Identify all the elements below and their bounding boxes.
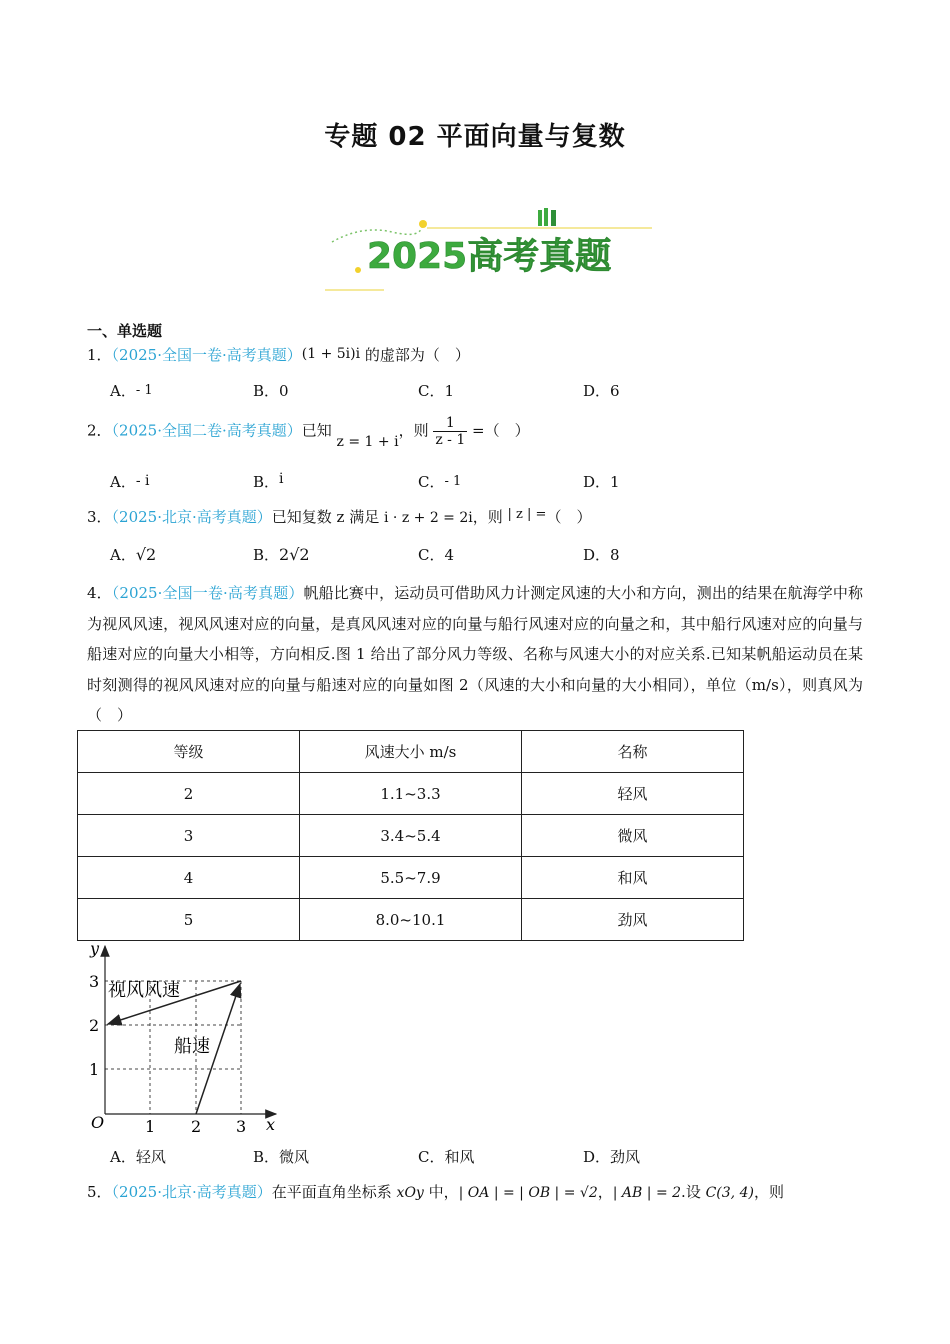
page-title: 专题 02 平面向量与复数 (324, 122, 626, 152)
q2-option-a: A．- i (110, 473, 150, 491)
q3-text-3: （ ） (546, 508, 592, 526)
q2-text-mid: ，则 (398, 421, 434, 440)
q1-option-c: C．1 (418, 382, 455, 400)
q2-fraction (433, 415, 467, 448)
book-icon (538, 210, 542, 226)
y-tick-3: 3 (89, 972, 100, 991)
question-3 (87, 506, 591, 527)
q3-abs: | z | = (507, 507, 547, 522)
table-header-cell: 风速大小 m/s (300, 731, 522, 773)
q1-option-a: A．- 1 (110, 382, 153, 400)
boat-speed-label: 船速 (174, 1036, 210, 1057)
axis-y-label: y (90, 939, 100, 958)
table-cell: 5 (78, 899, 300, 941)
question-1 (87, 344, 470, 365)
q5-point: C(3, 4) (705, 1185, 754, 1201)
q3-option-b: B．2√2 (253, 545, 310, 564)
q3-text-1: 已知复数 z 满足 (271, 508, 384, 526)
x-tick-2: 2 (191, 1117, 202, 1136)
x-tick-1: 1 (145, 1117, 156, 1136)
table-cell: 微风 (522, 815, 744, 857)
banner-dot-1 (419, 220, 427, 228)
q1-text: 的虚部为（ ） (360, 346, 470, 364)
table-cell: 3 (78, 815, 300, 857)
q1-option-d: D．6 (583, 382, 620, 400)
axis-x-label: x (266, 1115, 276, 1134)
table-row (78, 773, 744, 815)
q2-option-b: B．i (253, 471, 284, 491)
q3-option-a: A．√2 (110, 545, 157, 564)
section-heading: 一、单选题 (87, 322, 163, 340)
table-header-cell: 名称 (522, 731, 744, 773)
origin-label: O (91, 1113, 105, 1132)
q2-condition: z = 1 + i (336, 433, 399, 450)
q4-option-d: D．劲风 (583, 1148, 641, 1166)
question-5 (87, 1181, 784, 1202)
q3-text-2: ，则 (472, 508, 508, 526)
q2-number: 2． (87, 421, 112, 440)
q1-number: 1． (87, 346, 112, 364)
q3-option-d: D．8 (583, 546, 620, 564)
vector-figure (78, 938, 298, 1138)
q4-body: 帆船比赛中，运动员可借助风力计测定风速的大小和方向，测出的结果在航海学中称为视风风速，视风风速对应的向量，是真风风速对应的向量与船行风速对应的向量之和，其中船行风速对应的向量与船速对应的向量大小相等，方向相反.图 1 给出了部分风力等级、名称与风速大小的对应关系.已知某帆船运动员在某时刻测得的视风风速对应的向量与船速对应的向量如图 2（风速的大小和向量的大小相同），单位（m/s），则真风为（ ） (87, 584, 863, 724)
table-cell: 8.0~10.1 (300, 899, 522, 941)
q5-text-3: .设 (681, 1183, 706, 1201)
table-cell: 劲风 (522, 899, 744, 941)
table-row (78, 899, 744, 941)
q3-source: （2025·北京·高考真题） (111, 508, 272, 526)
question-4 (87, 578, 863, 731)
table-header-row (78, 731, 744, 773)
q4-number: 4． (87, 584, 112, 602)
q5-text-4: ，则 (753, 1183, 784, 1201)
table-header-cell: 等级 (78, 731, 300, 773)
q3-number: 3． (87, 508, 112, 526)
table-cell: 1.1~3.3 (300, 773, 522, 815)
q2-frac-denominator: z - 1 (435, 432, 466, 448)
q3-option-c: C．4 (418, 546, 455, 564)
banner-text: 2025高考真题 (367, 236, 612, 277)
q2-text-pre: 已知 (301, 421, 337, 440)
q5-condition-1: | OA | = | OB | = √2 (458, 1185, 598, 1201)
wind-grade-table (77, 730, 744, 941)
q3-condition: i · z + 2 = 2i (383, 510, 473, 526)
banner-dot-2 (355, 267, 361, 273)
q5-separator: ， (597, 1183, 613, 1201)
table-cell: 5.5~7.9 (300, 857, 522, 899)
q4-option-c: C．和风 (418, 1148, 475, 1166)
q5-number: 5． (87, 1183, 112, 1201)
table-row (78, 857, 744, 899)
q5-text-2: 中， (423, 1183, 459, 1201)
q1-option-b: B．0 (253, 382, 289, 400)
y-tick-2: 2 (89, 1016, 100, 1035)
q5-text-1: 在平面直角坐标系 (271, 1183, 397, 1201)
apparent-wind-label: 视风风速 (108, 980, 180, 1001)
y-tick-1: 1 (89, 1060, 100, 1079)
q2-option-c: C．- 1 (418, 473, 462, 491)
x-tick-3: 3 (236, 1117, 247, 1136)
exam-banner (322, 200, 657, 300)
q2-option-d: D．1 (583, 473, 620, 491)
q2-text-post: =（ ） (467, 421, 530, 440)
table-cell: 和风 (522, 857, 744, 899)
question-2 (87, 415, 530, 448)
table-cell: 2 (78, 773, 300, 815)
q2-frac-numerator: 1 (433, 415, 467, 432)
q1-expression: (1 + 5i)i (301, 346, 361, 362)
q5-source: （2025·北京·高考真题） (111, 1183, 272, 1201)
table-cell: 轻风 (522, 773, 744, 815)
q4-option-b: B．微风 (253, 1148, 310, 1166)
q5-condition-2: | AB | = 2 (612, 1185, 682, 1201)
table-cell: 3.4~5.4 (300, 815, 522, 857)
q5-coordinate-system: xOy (396, 1185, 424, 1201)
q2-source: （2025·全国二卷·高考真题） (111, 421, 302, 440)
q1-source: （2025·全国一卷·高考真题） (111, 346, 302, 364)
table-row (78, 815, 744, 857)
q4-option-a: A．轻风 (110, 1148, 166, 1166)
q4-source: （2025·全国一卷·高考真题） (111, 584, 304, 602)
table-cell: 4 (78, 857, 300, 899)
